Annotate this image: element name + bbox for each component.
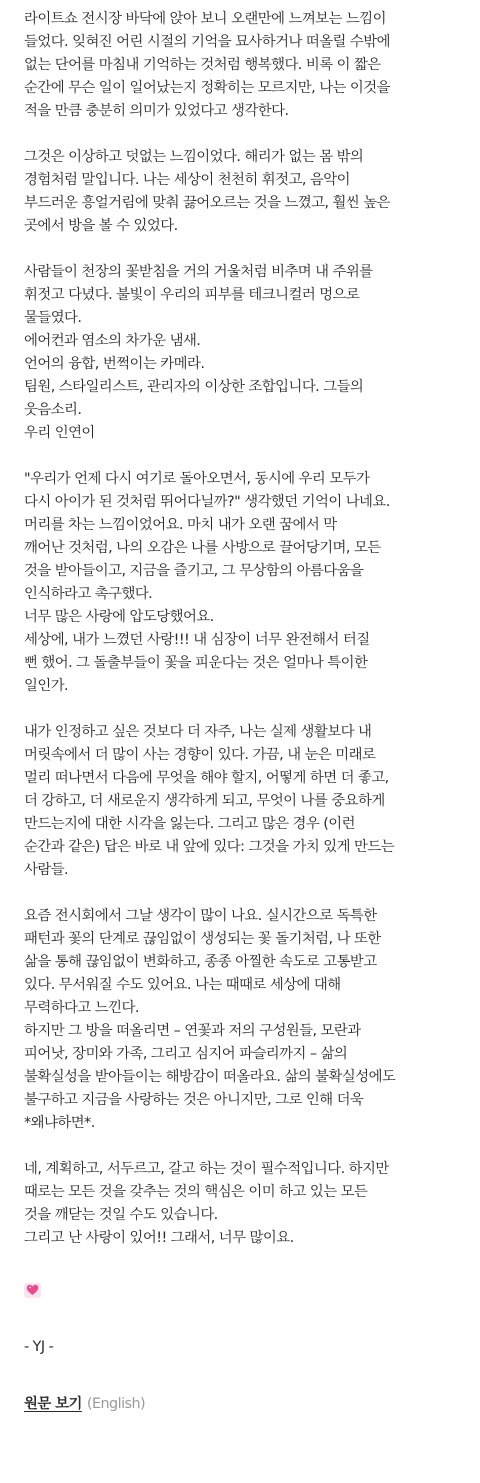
- paragraph-line: 것을 깨닫는 것일 수도 있습니다.: [24, 1207, 218, 1223]
- post-paragraph: [24, 1158, 467, 1250]
- paragraph-line: 곳에서 방을 볼 수 있었다.: [24, 218, 178, 234]
- paragraph-line: 라이트쇼 전시장 바닥에 앉아 보니 오랜만에 느껴보는 느낌이: [24, 11, 386, 27]
- original-language-label: (English): [86, 1396, 146, 1412]
- paragraph-line: 요즘 전시회에서 그날 생각이 많이 나요. 실시간으로 독특한: [24, 908, 377, 924]
- paragraph-line: 순간과 같은) 답은 바로 내 앞에 있다: 그것을 가치 있게 만드는: [24, 839, 395, 855]
- emoji-row: [24, 1273, 467, 1306]
- paragraph-line: 팀원, 스타일리스트, 관리자의 이상한 조합입니다. 그들의: [24, 379, 364, 395]
- paragraph-line: 적을 만큼 충분히 의미가 있었다고 생각한다.: [24, 103, 289, 119]
- paragraph-line: 것을 받아들이고, 지금을 즐기고, 그 무상함의 아름다움을: [24, 563, 364, 579]
- paragraph-line: 그것은 이상하고 덧없는 느낌이었다. 해리가 없는 몸 밖의: [24, 149, 364, 165]
- translation-footer: [24, 1393, 467, 1416]
- paragraph-line: 멀리 떠나면서 다음에 무엇을 해야 할지, 어떻게 하면 더 좋고,: [24, 770, 389, 786]
- post-paragraph: [24, 468, 467, 698]
- paragraph-line: 머릿속에서 더 많이 사는 경향이 있다. 가끔, 내 눈은 미래로: [24, 747, 376, 763]
- paragraph-line: 사람들.: [24, 862, 69, 878]
- paragraph-line: 다시 아이가 된 것처럼 뛰어다닐까?" 생각했던 기억이 나네요.: [24, 494, 390, 510]
- view-original-link[interactable]: 원문 보기: [24, 1396, 82, 1412]
- paragraph-line: 만드는지에 대한 시각을 잃는다. 그리고 많은 경우 (이런: [24, 816, 355, 832]
- paragraph-line: 없는 단어를 마침내 기억하는 것처럼 행복했다. 비록 이 짧은: [24, 57, 381, 73]
- paragraph-line: 불확실성을 받아들이는 해방감이 떠올라요. 삶의 불확실성에도: [24, 1069, 396, 1085]
- paragraph-line: 뻔 했어. 그 돌출부들이 꽃을 피운다는 것은 얼마나 특이한: [24, 655, 368, 671]
- paragraph-line: 피어낫, 장미와 가족, 그리고 심지어 파슬리까지 – 삶의: [24, 1046, 348, 1062]
- paragraph-line: *왜냐하면*.: [24, 1115, 95, 1131]
- paragraph-line: 머리를 차는 느낌이었어요. 마치 내가 오랜 꿈에서 막: [24, 517, 337, 533]
- paragraph-line: 있다. 무서워질 수도 있어요. 나는 때때로 세상에 대해: [24, 977, 341, 993]
- post-paragraph: [24, 8, 467, 123]
- paragraph-line: 물들였다.: [24, 310, 82, 326]
- post-paragraph: [24, 261, 467, 445]
- post-paragraph: [24, 146, 467, 238]
- paragraph-line: 일인가.: [24, 678, 69, 694]
- post-paragraph: [24, 905, 467, 1135]
- paragraph-line: 더 강하고, 더 새로운지 생각하게 되고, 무엇이 나를 중요하게: [24, 793, 385, 809]
- paragraph-line: 경험처럼 말입니다. 나는 세상이 천천히 휘젓고, 음악이: [24, 172, 350, 188]
- paragraph-line: 네, 계획하고, 서두르고, 갈고 하는 것이 필수적입니다. 하지만: [24, 1161, 389, 1177]
- paragraph-line: 세상에, 내가 느꼈던 사랑!!! 내 심장이 너무 완전해서 터질: [24, 632, 370, 648]
- post-paragraphs: [24, 8, 467, 1250]
- paragraph-line: 웃음소리.: [24, 402, 82, 418]
- paragraph-line: 깨어난 것처럼, 나의 오감은 나를 사방으로 끌어당기며, 모든: [24, 540, 381, 556]
- paragraph-line: 우리 인연이: [24, 425, 95, 441]
- post-paragraph: [24, 721, 467, 882]
- paragraph-line: 패턴과 꽃의 단계로 끊임없이 생성되는 꽃 돌기처럼, 나 또한: [24, 931, 381, 947]
- paragraph-line: 부드러운 흥얼거림에 맞춰 끓어오르는 것을 느꼈고, 훨씬 높은: [24, 195, 390, 211]
- paragraph-line: 불구하고 지금을 사랑하는 것은 아니지만, 그로 인해 더욱: [24, 1092, 364, 1108]
- paragraph-line: 때로는 모든 것을 갖추는 것의 핵심은 이미 하고 있는 모든: [24, 1184, 368, 1200]
- sparkling-heart-icon: [24, 1283, 41, 1298]
- paragraph-line: 삶을 통해 끊임없이 변화하고, 종종 아찔한 속도로 고통받고: [24, 954, 377, 970]
- paragraph-line: 인식하라고 촉구했다.: [24, 586, 153, 602]
- paragraph-line: 내가 인정하고 싶은 것보다 더 자주, 나는 실제 생활보다 내: [24, 724, 372, 740]
- paragraph-line: 들었다. 잊혀진 어린 시절의 기억을 묘사하거나 떠올릴 수밖에: [24, 34, 390, 50]
- paragraph-line: 무력하다고 느낀다.: [24, 1000, 139, 1016]
- paragraph-line: 에어컨과 염소의 차가운 냄새.: [24, 333, 201, 349]
- paragraph-line: 휘젓고 다녔다. 불빛이 우리의 피부를 테크니컬러 멍으로: [24, 287, 360, 303]
- paragraph-line: 하지만 그 방을 떠올리면 – 연꽃과 저의 구성원들, 모란과: [24, 1023, 361, 1039]
- paragraph-line: "우리가 언제 다시 여기로 돌아오면서, 동시에 우리 모두가: [24, 471, 370, 487]
- paragraph-line: 너무 많은 사랑에 압도당했어요.: [24, 609, 214, 625]
- paragraph-line: 언어의 융합, 번쩍이는 카메라.: [24, 356, 205, 372]
- paragraph-line: 사람들이 천장의 꽃받침을 거의 거울처럼 비추며 내 주위를: [24, 264, 373, 280]
- signature: - YJ -: [24, 1339, 54, 1355]
- paragraph-line: 순간에 무슨 일이 일어났는지 정확히는 모르지만, 나는 이것을: [24, 80, 390, 96]
- paragraph-line: 그리고 난 사랑이 있어!! 그래서, 너무 많이요.: [24, 1230, 294, 1246]
